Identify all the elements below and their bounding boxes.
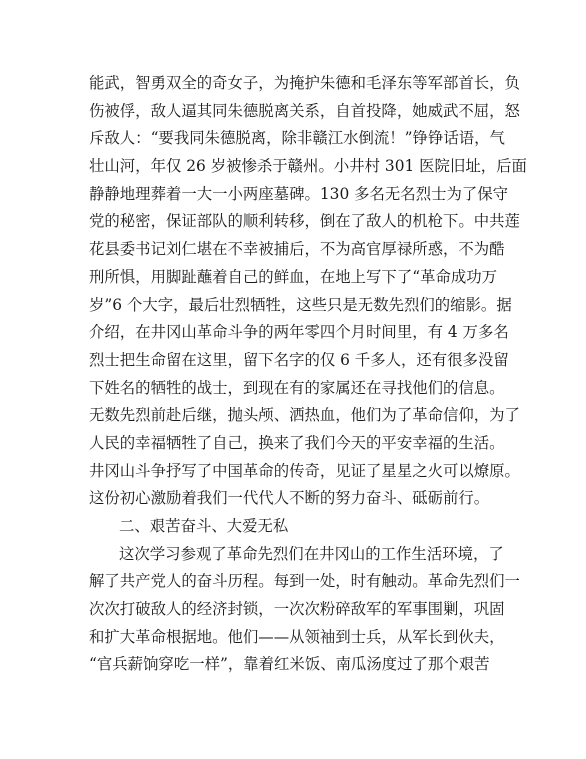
- paragraph-1: [89, 70, 527, 513]
- text-line: 斥敌人：“要我同朱德脱离，除非赣江水倒流！”铮铮话语，气: [89, 129, 505, 148]
- text-line: 井冈山斗争抒写了中国革命的传奇，见证了星星之火可以燎原。: [89, 461, 520, 480]
- text-line: 能武，智勇双全的奇女子，为掩护朱德和毛泽东等军部首长，负: [89, 74, 520, 92]
- text-line: 介绍，在井冈山革命斗争的两年零四个月时间里，有 4 万多名: [89, 323, 509, 342]
- text-line: 党的秘密，保证部队的顺利转移，倒在了敌人的机枪下。中共莲: [89, 212, 520, 231]
- text-line: “官兵薪饷穿吃一样”，靠着红米饭、南瓜汤度过了那个艰苦: [89, 655, 490, 674]
- text-line: 无数先烈前赴后继，抛头颅、洒热血，他们为了革命信仰，为了: [89, 406, 520, 425]
- text-line: 人民的幸福牺牲了自己，换来了我们今天的平安幸福的生活。: [89, 433, 505, 452]
- paragraph-2: [89, 541, 520, 679]
- text-line: 烈士把生命留在这里，留下名字的仅 6 千多人，还有很多没留: [89, 350, 509, 369]
- text-line: 壮山河，年仅 26 岁被惨杀于赣州。小井村 301 医院旧址，后面: [89, 157, 527, 176]
- text-line: 和扩大革命根据地。他们——从领袖到士兵，从军长到伙夫，: [89, 627, 505, 646]
- text-line: 解了共产党人的奋斗历程。每到一处，时有触动。革命先烈们一: [89, 572, 520, 591]
- text-line: 静静地理葬着一大一小两座墓碑。130 多名无名烈士为了保守: [89, 184, 509, 203]
- text-line: 这次学习参观了革命先烈们在井冈山的工作生活环境，了: [119, 544, 504, 563]
- text-line: 花县委书记刘仁堪在不幸被捕后，不为高官厚禄所惑，不为酷: [89, 240, 505, 259]
- text-line: 岁”6 个大字，最后壮烈牺牲，这些只是无数先烈们的缩影。据: [89, 295, 512, 314]
- text-line: 下姓名的牺牲的战士，到现在有的家属还在寻找他们的信息。: [89, 378, 505, 397]
- document-body: [89, 70, 527, 679]
- text-line: 刑所惧，用脚趾蘸着自己的鲜血，在地上写下了“革命成功万: [89, 267, 498, 286]
- section-heading: 二、艰苦奋斗、大爱无私: [119, 517, 289, 535]
- text-line: 这份初心激励着我们一代代人不断的努力奋斗、砥砺前行。: [89, 489, 490, 508]
- text-line: 次次打破敌人的经济封锁，一次次粉碎敌军的军事围剿，巩固: [89, 600, 505, 619]
- text-line: 伤被俘，敌人逼其同朱德脱离关系，自首投降，她威武不屈，怒: [89, 101, 520, 120]
